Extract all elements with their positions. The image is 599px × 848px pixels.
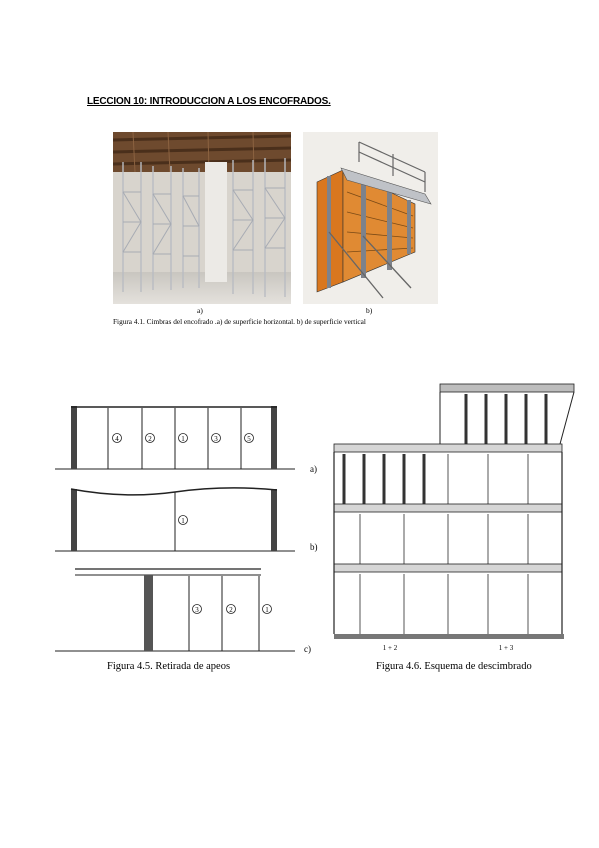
figure-4-1-label-b: b) bbox=[366, 306, 373, 315]
side-label-a: a) bbox=[310, 464, 317, 474]
figure-4-5-caption: Figura 4.5. Retirada de apeos bbox=[107, 661, 231, 672]
side-label-c: c) bbox=[304, 644, 311, 654]
prop-number-b-1: 1 bbox=[181, 517, 185, 525]
figure-4-1-caption: Figura 4.1. Cimbras del encofrado .a) de superficie horizontal. b) de superficie vertical bbox=[113, 317, 366, 326]
row-a bbox=[55, 406, 295, 469]
prop-number-a-4: 3 bbox=[214, 435, 218, 443]
figure-4-6-caption: Figura 4.6. Esquema de descimbrado bbox=[376, 661, 532, 672]
row-b bbox=[55, 488, 295, 551]
prop-number-c-2: 2 bbox=[229, 606, 233, 614]
dimension-right: 1 + 3 bbox=[498, 644, 514, 652]
figure-4-1-label-a: a) bbox=[197, 306, 203, 315]
prop-number-a-5: 5 bbox=[247, 435, 251, 443]
prop-number-a-2: 2 bbox=[148, 435, 152, 443]
photo-horizontal-shoring bbox=[113, 132, 291, 304]
row-c bbox=[55, 569, 295, 651]
prop-number-a-3: 1 bbox=[181, 435, 185, 443]
figure-4-5-diagram bbox=[55, 392, 295, 656]
side-label-b: b) bbox=[310, 542, 318, 552]
prop-number-a-1: 4 bbox=[115, 435, 119, 443]
illustration-vertical-formwork bbox=[303, 132, 438, 304]
prop-number-c-1: 3 bbox=[195, 606, 199, 614]
figure-4-6-diagram bbox=[300, 378, 580, 658]
prop-number-c-3: 1 bbox=[265, 606, 269, 614]
lesson-heading: LECCION 10: INTRODUCCION A LOS ENCOFRADOS. bbox=[87, 96, 331, 107]
dimension-left: 1 + 2 bbox=[382, 644, 398, 652]
